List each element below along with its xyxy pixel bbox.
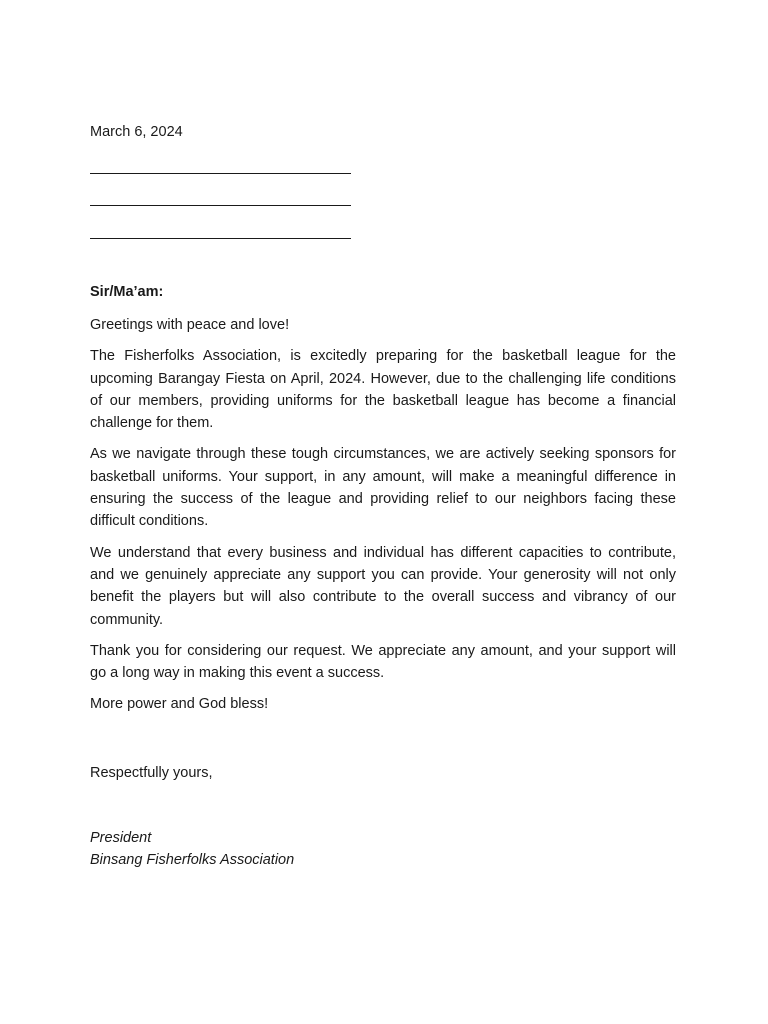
signature-title: President <box>90 830 152 846</box>
recipient-blank-line-2 <box>90 205 351 206</box>
sign-off-paragraph: More power and God bless! <box>90 696 269 713</box>
body-paragraph: The Fisherfolks Association, is excitedly preparing for the basketball league for the upcoming Barangay Fiesta on April, 2024. However, due to the challenging life conditions of our members, providing uniforms for the basketball league has become a financial challenge for them. <box>90 348 676 432</box>
body-paragraph: We understand that every business and individual has different capacities to contribute, and we genuinely appreciate any support you can provide. Your generosity will not only benefit the players but will also contribute to the overall success and vibrancy of our community. <box>90 544 676 628</box>
recipient-blank-line-1 <box>90 173 351 174</box>
letter-date: March 6, 2024 <box>90 124 183 140</box>
letter-page <box>90 0 676 1024</box>
body-paragraph: Thank you for considering our request. We appreciate any amount, and your support will go a long way in making this event a success. <box>90 642 676 682</box>
recipient-blank-line-3 <box>90 238 351 239</box>
letter-body <box>90 314 676 725</box>
signature-block <box>90 827 294 871</box>
salutation: Sir/Ma’am: <box>90 284 164 300</box>
body-paragraph: As we navigate through these tough circumstances, we are actively seeking sponsors for basketball uniforms. Your support, in any amount, will make a meaningful difference in ensuring the success of the league and providing relief to our neighbors facing these difficult conditions. <box>90 446 676 530</box>
greeting-paragraph: Greetings with peace and love! <box>90 317 290 333</box>
signature-organization: Binsang Fisherfolks Association <box>90 852 295 868</box>
closing: Respectfully yours, <box>90 765 213 781</box>
